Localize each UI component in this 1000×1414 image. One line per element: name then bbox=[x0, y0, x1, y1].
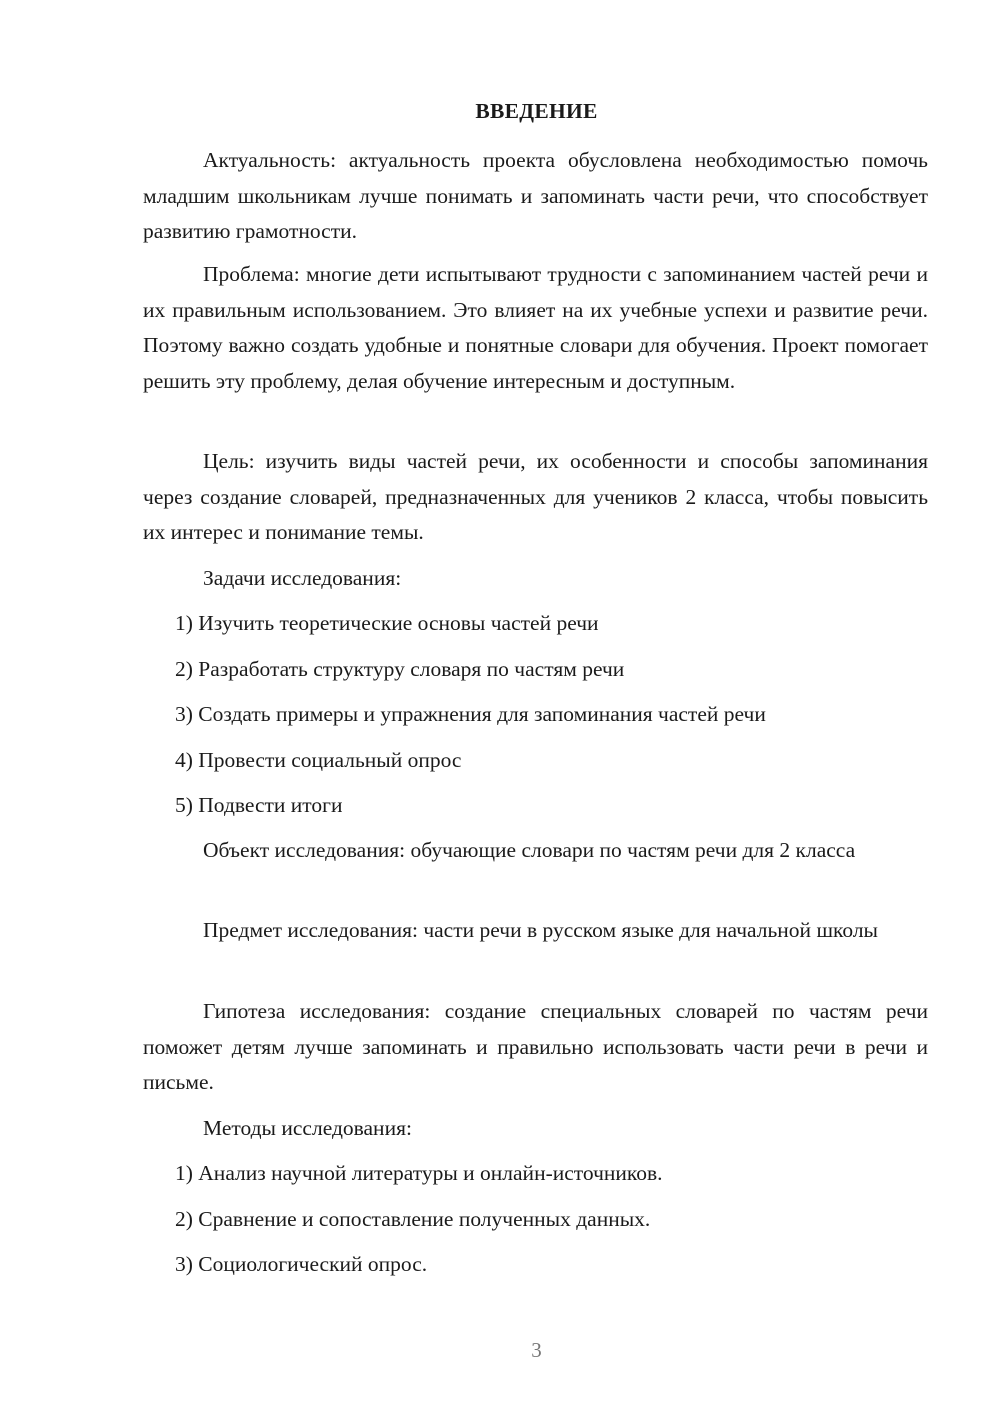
method-item-2: 2) Сравнение и сопоставление полученных данных. bbox=[175, 1207, 651, 1231]
method-item-3: 3) Социологический опрос. bbox=[175, 1252, 428, 1276]
page-number: 3 bbox=[531, 1338, 542, 1362]
task-item-5: 5) Подвести итоги bbox=[175, 793, 343, 817]
goal-paragraph: Цель: изучить виды частей речи, их особенности и способы запоминания через создание словарей, предназначенных для учеников 2 класса, чтобы повысить их интерес и понимание темы. bbox=[143, 449, 928, 544]
problem-paragraph: Проблема: многие дети испытывают трудности с запоминанием частей речи и их правильным использованием. Это влияет на их учебные успехи и развитие речи. Поэтому важно создать удобные и понятные словари для обучения. Проект помогает решить эту проблему, делая обучение интересным и доступным. bbox=[143, 262, 928, 393]
method-item-1: 1) Анализ научной литературы и онлайн-источников. bbox=[175, 1161, 663, 1185]
task-item-3: 3) Создать примеры и упражнения для запоминания частей речи bbox=[175, 702, 766, 726]
task-item-2: 2) Разработать структуру словаря по частям речи bbox=[175, 657, 625, 681]
tasks-heading: Задачи исследования: bbox=[203, 566, 402, 590]
object-paragraph: Объект исследования: обучающие словари по частям речи для 2 класса bbox=[203, 838, 856, 862]
task-item-4: 4) Провести социальный опрос bbox=[175, 748, 462, 772]
task-item-1: 1) Изучить теоретические основы частей речи bbox=[175, 611, 599, 635]
hypothesis-paragraph: Гипотеза исследования: создание специальных словарей по частям речи поможет детям лучше запоминать и правильно использовать части речи в речи и письме. bbox=[143, 999, 928, 1094]
relevance-paragraph: Актуальность: актуальность проекта обусловлена необходимостью помочь младшим школьникам лучше понимать и запоминать части речи, что способствует развитию грамотности. bbox=[143, 148, 928, 243]
methods-heading: Методы исследования: bbox=[203, 1116, 412, 1140]
subject-paragraph: Предмет исследования: части речи в русском языке для начальной школы bbox=[203, 918, 878, 942]
page-title: ВВЕДЕНИЕ bbox=[475, 99, 598, 123]
